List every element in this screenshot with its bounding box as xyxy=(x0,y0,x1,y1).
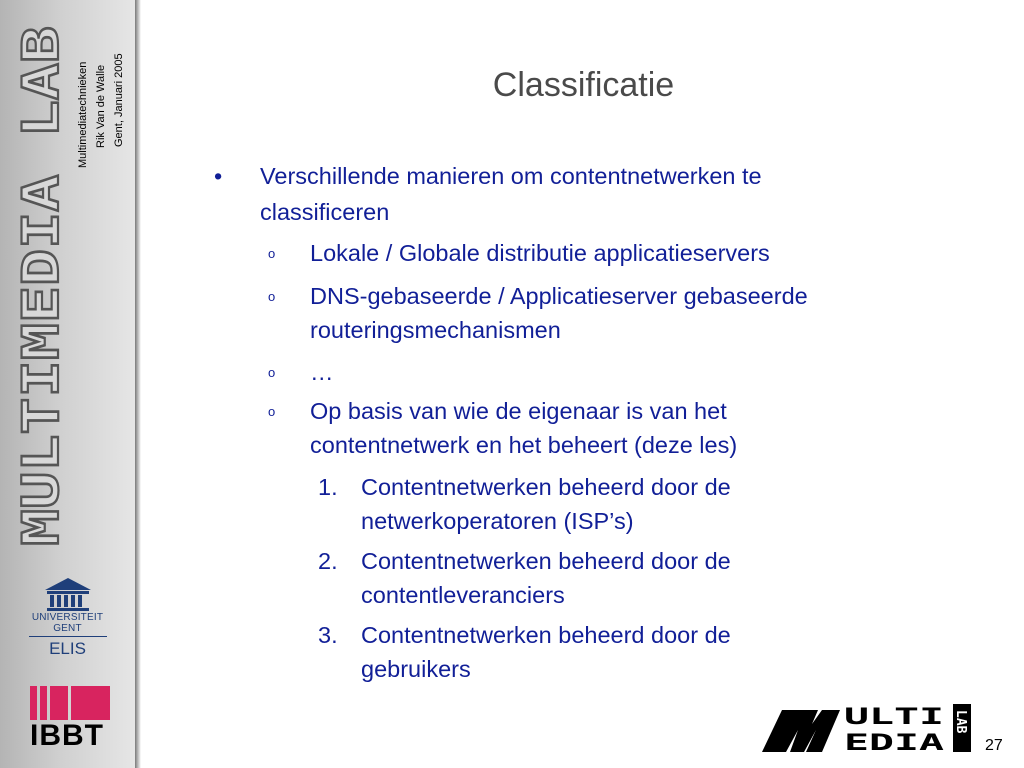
university-name: UNIVERSITEIT xyxy=(31,612,104,623)
slide-title: Classificatie xyxy=(492,66,675,104)
meta-author: Rik Van de Walle xyxy=(95,64,107,148)
vertical-title-text: MULTIMEDIA LAB xyxy=(12,124,70,546)
sub-bullet-marker: o xyxy=(268,404,276,419)
bullet-marker: • xyxy=(214,163,223,189)
numbered-text-cont: gebruikers xyxy=(361,656,471,682)
sub-bullet-text: Op basis van wie de eigenaar is van het xyxy=(310,398,727,424)
ibbt-bar xyxy=(30,686,37,720)
sidebar xyxy=(0,0,135,768)
bullet-line-1: Verschillende manieren om contentnetwerken te xyxy=(260,163,762,189)
sub-bullet-text: DNS-gebaseerde / Applicatieserver gebaseerde xyxy=(310,283,808,309)
number-marker: 1. xyxy=(318,474,338,500)
sidebar-shadow xyxy=(135,0,141,768)
ugent-divider xyxy=(29,636,107,637)
meta-course: Multimediatechnieken xyxy=(77,61,89,168)
ibbt-bar xyxy=(71,686,110,720)
university-city: GENT xyxy=(53,623,82,634)
bullet-line-2: classificeren xyxy=(260,199,390,225)
department-name: ELIS xyxy=(49,639,86,658)
sub-bullet-marker: o xyxy=(268,289,276,304)
ibbt-wordmark: IBBT xyxy=(30,719,104,752)
logo-text-top: ULTI xyxy=(844,705,944,730)
slide-number: 27 xyxy=(985,737,1003,754)
ibbt-bars xyxy=(30,686,110,720)
number-marker: 2. xyxy=(318,548,338,574)
sub-bullet-marker: o xyxy=(268,246,276,261)
ibbt-bar xyxy=(40,686,47,720)
numbered-text: Contentnetwerken beheerd door de xyxy=(361,622,731,648)
numbered-text: Contentnetwerken beheerd door de xyxy=(361,548,731,574)
multimedia-lab-logo xyxy=(760,700,975,755)
course-meta xyxy=(72,28,132,178)
sub-bullet-text: Lokale / Globale distributie applicatieservers xyxy=(310,240,770,266)
multimedia-lab-vertical-logo xyxy=(12,18,70,548)
ugent-logo xyxy=(20,576,115,659)
logo-text-side: LAB xyxy=(953,710,968,734)
vertical-title xyxy=(12,18,70,548)
meta-date: Gent, Januari 2005 xyxy=(113,53,125,147)
numbered-text-cont: contentleveranciers xyxy=(361,582,565,608)
numbered-text-cont: netwerkoperatoren (ISP’s) xyxy=(361,508,634,534)
numbered-text: Contentnetwerken beheerd door de xyxy=(361,474,731,500)
ibbt-bar xyxy=(50,686,68,720)
sub-bullet-text-cont: contentnetwerk en het beheert (deze les) xyxy=(310,432,738,458)
number-marker: 3. xyxy=(318,622,338,648)
logo-text-bottom: EDIA xyxy=(844,731,944,756)
sub-bullet-text-cont: routeringsmechanismen xyxy=(310,317,561,343)
sub-bullet-marker: o xyxy=(268,365,276,380)
ibbt-logo xyxy=(30,686,110,752)
university-building-icon xyxy=(43,576,93,612)
sub-bullet-text: … xyxy=(310,359,334,385)
